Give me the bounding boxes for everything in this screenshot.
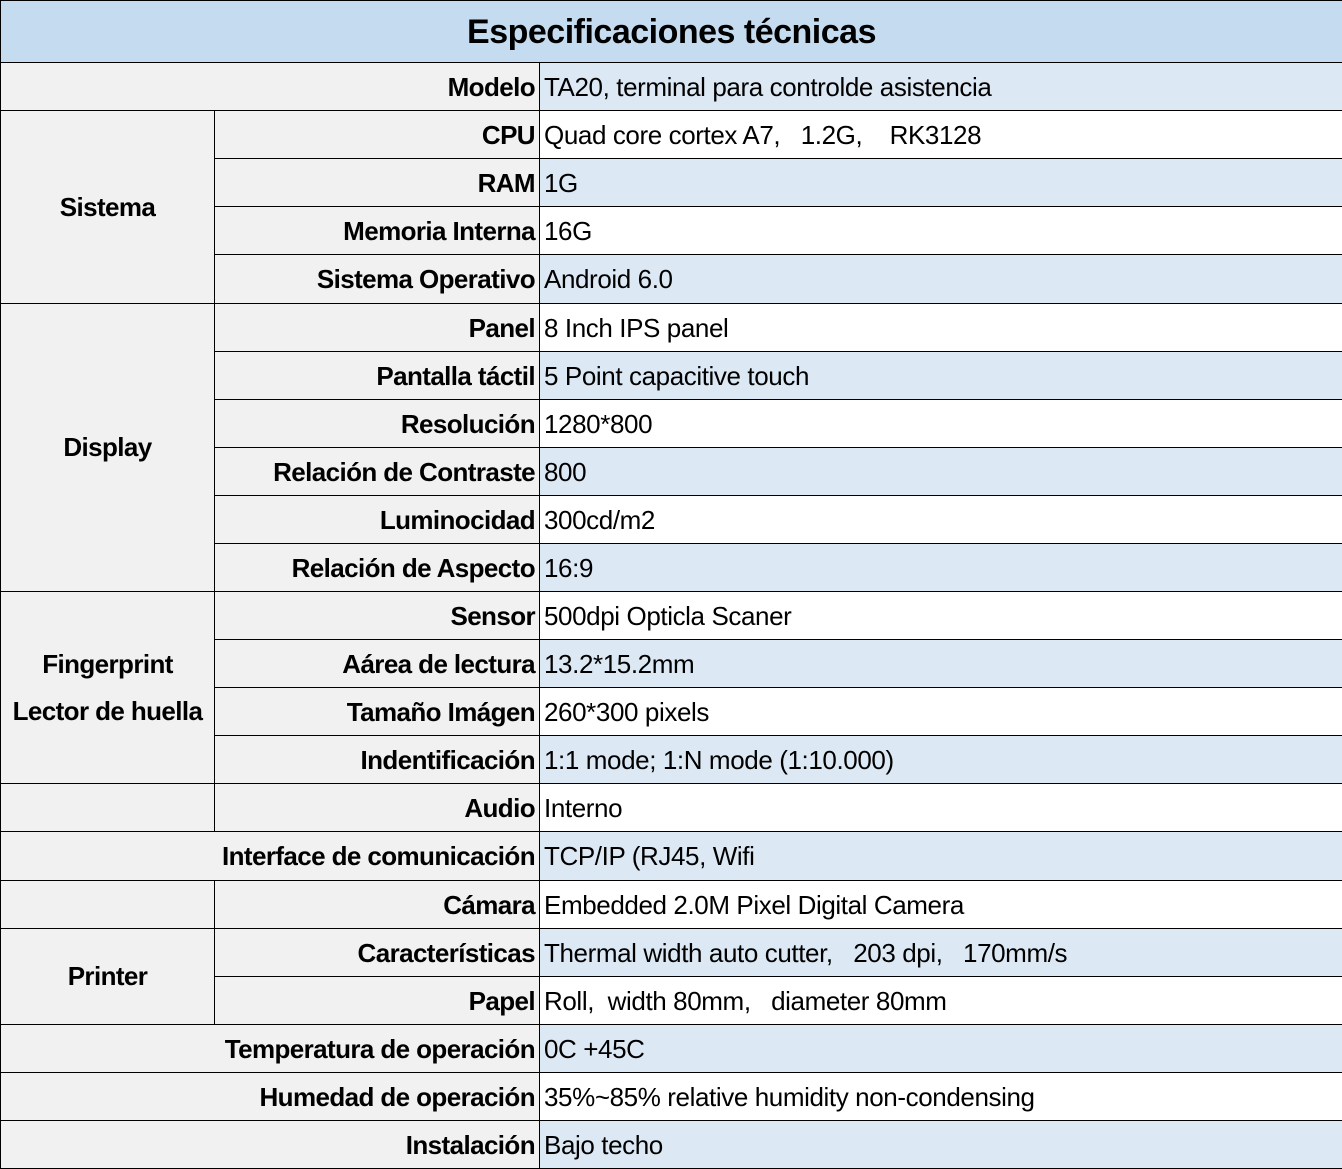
label-sistema-operativo: Sistema Operativo: [215, 255, 540, 304]
value-memoria-interna: 16G: [540, 207, 1342, 255]
group-camara-empty: [1, 881, 215, 929]
group-display: Display: [1, 304, 215, 592]
label-resolucion: Resolución: [215, 400, 540, 448]
value-luminocidad: 300cd/m2: [540, 496, 1342, 544]
label-camara: Cámara: [215, 881, 540, 929]
group-audio-empty: [1, 784, 215, 832]
label-ram: RAM: [215, 159, 540, 207]
label-caracteristicas: Características: [215, 929, 540, 977]
value-relacion-aspecto: 16:9: [540, 544, 1342, 592]
group-fingerprint: [1, 592, 215, 784]
value-relacion-contraste: 800: [540, 448, 1342, 496]
value-sistema-operativo: Android 6.0: [540, 255, 1342, 304]
group-printer: Printer: [1, 929, 215, 1025]
label-cpu: CPU: [215, 111, 540, 159]
value-humedad: 35%~85% relative humidity non-condensing: [540, 1073, 1342, 1121]
value-resolucion: 1280*800: [540, 400, 1342, 448]
value-area-lectura: 13.2*15.2mm: [540, 640, 1342, 688]
label-sensor: Sensor: [215, 592, 540, 640]
value-sensor: 500dpi Opticla Scaner: [540, 592, 1342, 640]
label-papel: Papel: [215, 977, 540, 1025]
label-panel: Panel: [215, 304, 540, 352]
group-sistema: Sistema: [1, 111, 215, 304]
value-papel: Roll, width 80mm, diameter 80mm: [540, 977, 1342, 1025]
label-identificacion: Indentificación: [215, 736, 540, 784]
value-cpu: Quad core cortex A7, 1.2G, RK3128: [540, 111, 1342, 159]
label-memoria-interna: Memoria Interna: [215, 207, 540, 255]
value-camara: Embedded 2.0M Pixel Digital Camera: [540, 881, 1342, 929]
group-fingerprint-line1: Fingerprint: [42, 648, 173, 679]
label-tamano-imagen: Tamaño Imágen: [215, 688, 540, 736]
label-relacion-contraste: Relación de Contraste: [215, 448, 540, 496]
label-temperatura: Temperatura de operación: [1, 1025, 540, 1073]
label-luminocidad: Luminocidad: [215, 496, 540, 544]
value-temperatura: 0C +45C: [540, 1025, 1342, 1073]
label-relacion-aspecto: Relación de Aspecto: [215, 544, 540, 592]
value-ram: 1G: [540, 159, 1342, 207]
value-interface: TCP/IP (RJ45, Wifi: [540, 832, 1342, 881]
value-identificacion: 1:1 mode; 1:N mode (1:10.000): [540, 736, 1342, 784]
group-fingerprint-line2: Lector de huella: [12, 695, 203, 726]
value-tamano-imagen: 260*300 pixels: [540, 688, 1342, 736]
table-title: Especificaciones técnicas: [1, 1, 1342, 63]
value-caracteristicas: Thermal width auto cutter, 203 dpi, 170mm/s: [540, 929, 1342, 977]
label-audio: Audio: [215, 784, 540, 832]
value-pantalla-tactil: 5 Point capacitive touch: [540, 352, 1342, 400]
value-instalacion: Bajo techo: [540, 1121, 1342, 1169]
label-humedad: Humedad de operación: [1, 1073, 540, 1121]
label-pantalla-tactil: Pantalla táctil: [215, 352, 540, 400]
value-modelo: TA20, terminal para controlde asistencia: [540, 63, 1342, 111]
value-panel: 8 Inch IPS panel: [540, 304, 1342, 352]
label-instalacion: Instalación: [1, 1121, 540, 1169]
value-audio: Interno: [540, 784, 1342, 832]
label-interface: Interface de comunicación: [1, 832, 540, 881]
label-modelo: Modelo: [1, 63, 540, 111]
label-area-lectura: Aárea de lectura: [215, 640, 540, 688]
